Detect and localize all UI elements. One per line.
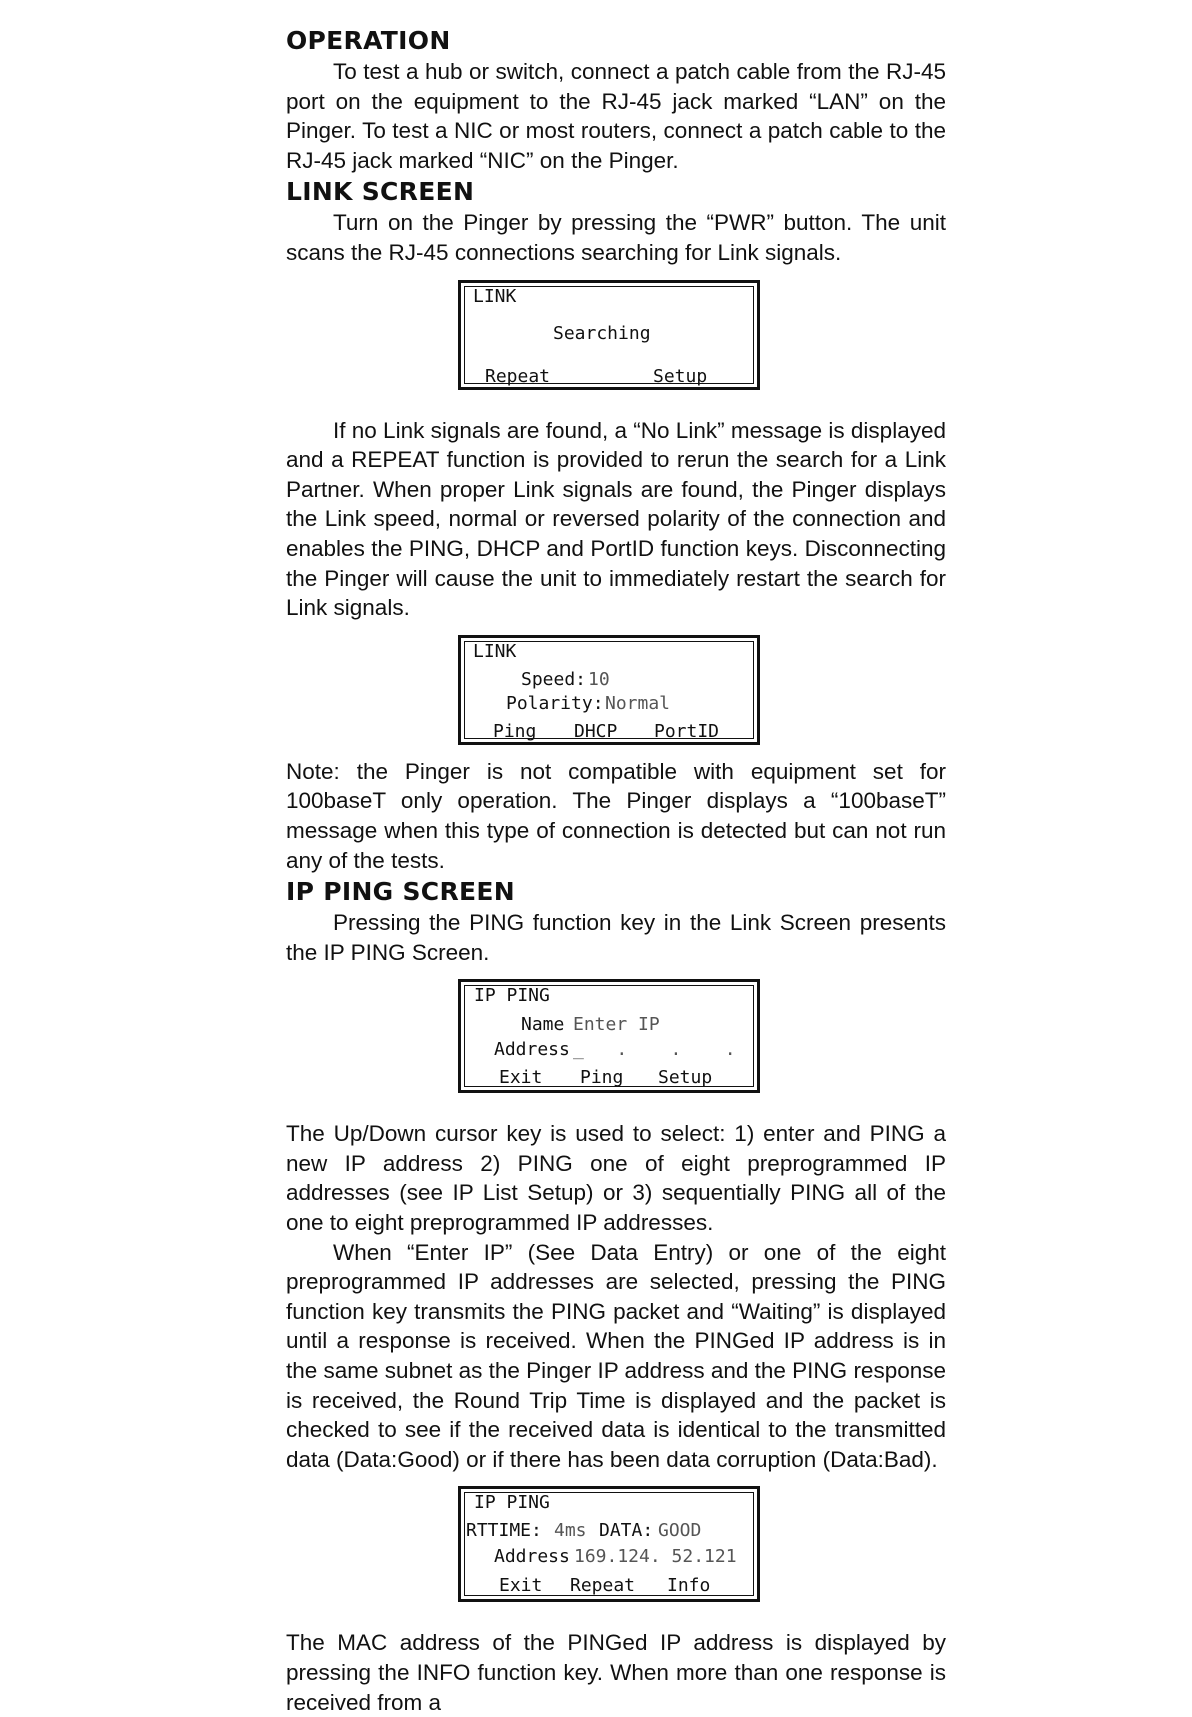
lcd-rttime-value: 4ms [554,1520,587,1542]
lcd-key-portid: PortID [654,720,720,742]
operation-paragraph: To test a hub or switch, connect a patch cable from the RJ-45 port on the equipment to the RJ-45 jack marked “LAN” on the Pinger. To test a NIC or most routers, connect a patch cable to the RJ-45 jack marked “NIC” on the Pinger. [286,59,946,173]
lcd-key-exit: Exit [499,1067,543,1089]
lcd-data-label: DATA: [599,1520,654,1542]
lcd-key-info: Info [667,1575,711,1597]
lcd-title: IP PING [474,1492,550,1514]
lcd-title: LINK [473,640,517,662]
link-intro-paragraph: Turn on the Pinger by pressing the “PWR” button. The unit scans the RJ-45 connections searching for Link signals. [286,210,946,265]
note-paragraph: Note: the Pinger is not compatible with equipment set for 100baseT only operation. The Pinger displays a “100baseT” message when this type of connection is detected but can not run any of the tests. [286,758,946,873]
lcd-key-ping: Ping [580,1067,624,1089]
lcd-rttime-label: RTTIME: [466,1520,542,1542]
lcd-address-label: Address [494,1039,570,1061]
lcd-link-found [458,635,760,745]
section-heading-link-screen: LINK SCREEN [286,177,475,207]
lcd-title: IP PING [474,985,550,1007]
lcd-key-setup: Setup [658,1067,713,1089]
ping-intro-paragraph: Pressing the PING function key in the Link Screen presents the IP PING Screen. [286,910,946,965]
lcd-speed-label: Speed: [521,668,587,690]
lcd-name-value: Enter IP [573,1014,660,1036]
lcd-title: LINK [473,285,517,307]
lcd-address-value: _ . . . [573,1039,736,1061]
lcd-name-label: Name [521,1014,565,1036]
lcd-message: Searching [553,322,651,344]
lcd-ip-ping-result [458,1486,760,1602]
lcd-speed-value: 10 [588,668,610,690]
ping-result-paragraph: When “Enter IP” (See Data Entry) or one of the eight preprogrammed IP addresses are selected, pressing the PING function key transmits the PING packet and “Waiting” is displayed until a response is received. When the PINGed IP address is in the same subnet as the Pinger IP address and the PING response is received, the Round Trip Time is displayed and the packet is checked to see if the received data is identical to the transmitted data (Data:Good) or if there has been data corruption (Data:Bad). [286,1239,946,1472]
lcd-address-label: Address [494,1546,570,1568]
lcd-polarity-value: Normal [605,692,671,714]
section-heading-operation: OPERATION [286,26,451,55]
mac-info-paragraph: The MAC address of the PINGed IP address is displayed by pressing the INFO function key. When more than one response is received from a [286,1630,946,1715]
lcd-address-value: 169.124. 52.121 [574,1546,737,1568]
link-result-paragraph: If no Link signals are found, a “No Link” message is displayed and a REPEAT function is provided to rerun the search for a Link Partner. When proper Link signals are found, the Pinger displays the Link speed, normal or reversed polarity of the connection and enables the PING, DHCP and PortID function keys. Disconnecting the Pinger will cause the unit to immediately restart the search for Link signals. [286,417,946,621]
lcd-polarity-label: Polarity: [506,692,604,714]
ping-select-paragraph: The Up/Down cursor key is used to select: 1) enter and PING a new IP address 2) PING one of eight preprogrammed IP addresses (see IP List Setup) or 3) sequentially PING all of the one to eight preprogrammed IP addresses. [286,1121,946,1236]
manual-page [286,24,946,1717]
lcd-key-exit: Exit [499,1575,543,1597]
lcd-data-value: GOOD [658,1520,702,1542]
lcd-key-repeat: Repeat [570,1575,636,1597]
lcd-key-repeat: Repeat [485,365,551,387]
lcd-key-setup: Setup [653,365,708,387]
lcd-ip-ping-entry [458,979,760,1093]
section-heading-ip-ping-screen: IP PING SCREEN [286,877,515,907]
lcd-key-ping: Ping [493,720,537,742]
lcd-link-searching [458,280,760,390]
lcd-key-dhcp: DHCP [574,720,618,742]
